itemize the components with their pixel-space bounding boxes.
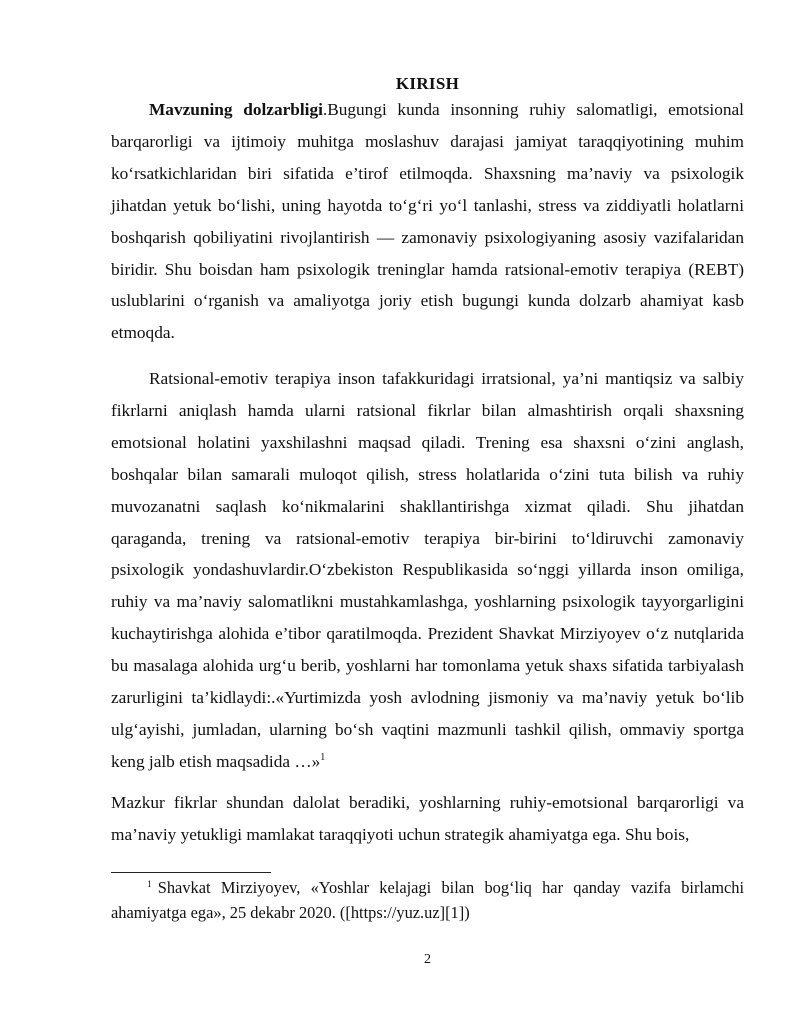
page-number: 2: [424, 952, 431, 967]
section-heading: KIRISH: [395, 74, 460, 93]
footnote: [111, 875, 744, 925]
rebt-text: Ratsional-emotiv terapiya inson tafakkuridagi irratsional, ya’ni mantiqsiz va salbiy fikrlarni aniqlash hamda ularni ratsional fikrlar bilan almashtirish orqali shaxsning emotsional holatini yaxshilashni maqsad qiladi. Trening esa shaxsni o‘zini anglash, boshqalar bilan samarali muloqot qilish, stress holatlarida o‘zini tuta bilish va ruhiy muvozanatni saqlash ko‘nikmalarini shakllantirishga xizmat qiladi. Shu jihatdan qaraganda, trening va ratsional-emotiv terapiya bir-birini to‘ldiruvchi zamonaviy psixologik yondashuvlardir.O‘zbekiston Respublikasida so‘nggi yillarda inson omiliga, ruhiy va ma’naviy salomatlikni mustahkamlashga, yoshlarning psixologik tayyorgarligini kuchaytirishga alohida e’tibor qaratilmoqda. Prezident Shavkat Mirziyoyev o‘z nutqlarida bu masalaga alohida urg‘u berib, yoshlarni har tomonlama yetuk shaxs sifatida tarbiyalash zarurligini ta’kidlaydi:.«Yurtimizda yosh avlodning jismoniy va ma’naviy yetuk bo‘lib ulg‘ayishi, jumladan, ularning bo‘sh vaqtini mazmunli tashkil qilish, ommaviy sportga keng jalb etish maqsadida …»: [111, 369, 744, 771]
relevance-text: .Bugungi kunda insonning ruhiy salomatligi, emotsional barqarorligi va ijtimoiy muhitga moslashuv darajasi jamiyat taraqqiyotining muhim ko‘rsatkichlaridan biri sifatida e’tirof etilmoqda. Shaxsning ma’naviy va psixologik jihatdan yetuk bo‘lishi, uning hayotda to‘g‘ri yo‘l tanlashi, stress va ziddiyatli holatlarni boshqarish qobiliyatini rivojlantirish — zamonaviy psixologiyaning asosiy vazifalaridan biridir. Shu boisdan ham psixologik treninglar hamda ratsional-emotiv terapiya (REBT) uslublarini o‘rganish va amaliyotga joriy etish bugungi kunda dolzarb ahamiyat kasb etmoqda.: [111, 100, 744, 343]
footnote-reference[interactable]: 1: [320, 752, 326, 764]
conclusion-text: Mazkur fikrlar shundan dalolat beradiki, yoshlarning ruhiy-emotsional barqarorligi va ma’naviy yetukligi mamlakat taraqqiyoti uchun strategik ahamiyatga ega. Shu bois,: [111, 793, 744, 844]
paragraph-rebt: [111, 363, 744, 778]
paragraph-relevance: [111, 94, 744, 349]
footnote-text: Shavkat Mirziyoyev, «Yoshlar kelajagi bilan bog‘liq har qanday vazifa birlamchi ahamiyatga ega», 25 dekabr 2020. ([https://yuz.uz][1]): [111, 878, 744, 922]
relevance-lead: Mavzuning dolzarbligi: [149, 100, 323, 119]
footnote-separator: [111, 872, 271, 873]
footnote-mark: 1: [147, 879, 152, 890]
paragraph-conclusion: [111, 787, 744, 851]
